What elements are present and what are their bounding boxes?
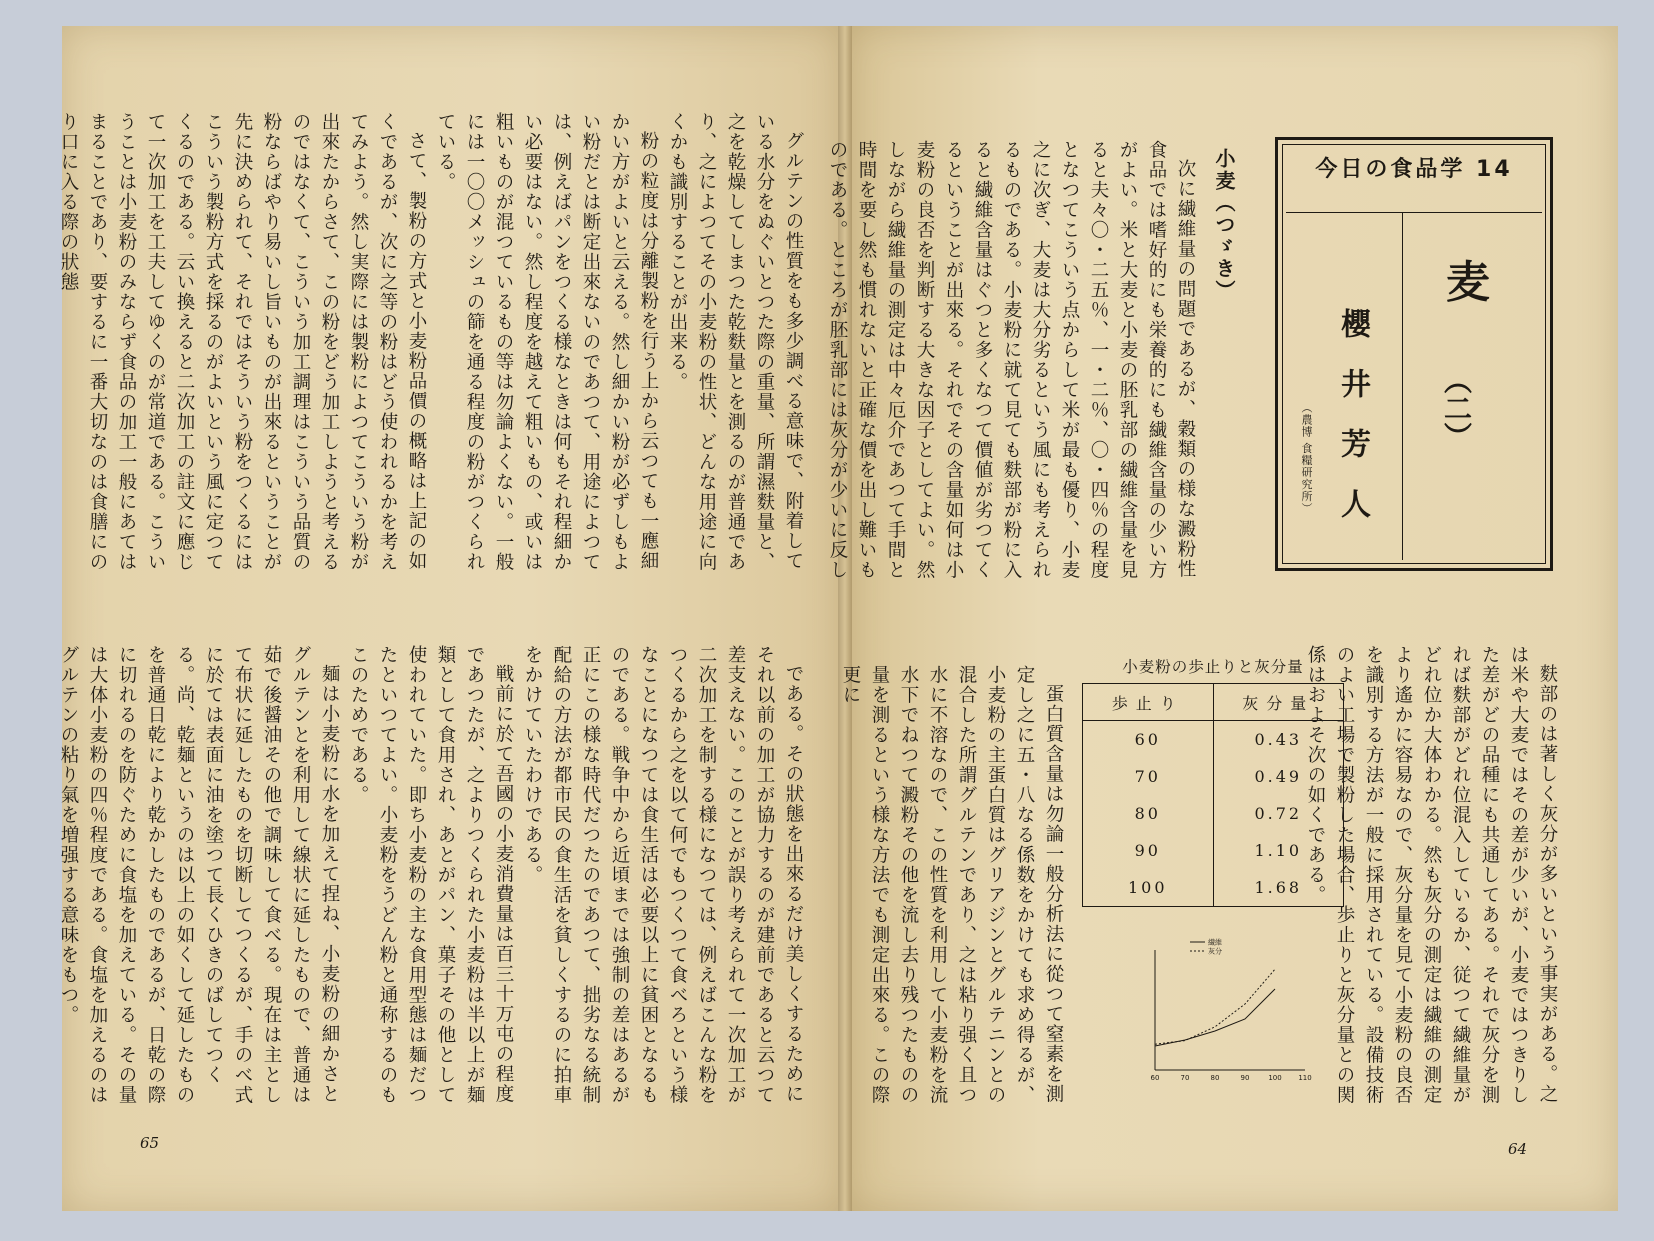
title-divider [1286, 212, 1542, 213]
page-number-right: 64 [1508, 1140, 1528, 1158]
x-tick-label: 70 [1180, 1074, 1190, 1082]
fiber-ash-chart [1140, 930, 1315, 1090]
x-tick-label: 100 [1268, 1074, 1282, 1082]
right-page-bottom-left-text [840, 665, 1068, 1115]
article-title-box [1275, 137, 1553, 571]
author-affiliation: （農博 食糧研究所） [1300, 402, 1313, 515]
author-name: 櫻井芳人 [1335, 308, 1370, 548]
legend-label: 繊維 [1208, 938, 1222, 947]
x-tick-label: 110 [1298, 1074, 1312, 1082]
table-cell: 0.72 [1254, 804, 1303, 823]
table-header-row [1083, 684, 1344, 721]
table-cell: 80 [1083, 795, 1214, 832]
column-header: 歩止り [1083, 684, 1214, 721]
series-title: 今日の食品学 14 [1315, 157, 1513, 182]
paragraph: 蛋白質含量は勿論一般分析法に從つて窒素を測定し之に五・八なる係数をかけても求め得るが、小麦粉の主蛋白質はグリアジンとグルテニンとの混合した所謂グルテンであり、之は粘り强く且つ水に不溶なので、この性質を利用して小麦粉を流水下でねつて澱粉その他を流し去り残つたものの量を測るという様な方法でも測定出來る。この際更に [840, 665, 1064, 1105]
title-divider [1402, 212, 1403, 560]
x-tick-label: 90 [1240, 1074, 1250, 1082]
paragraph: グルテンの性質をも多少調べる意味で、附着している水分をぬぐいとつた際の重量、所謂濕麩量と、之を乾燥してしまつた乾麩量とを測るのが普通であり、之によつてその小麦粉の性状、どんな用途に向くかも識別することが出来る。 [667, 112, 804, 572]
x-tick-label: 60 [1150, 1074, 1160, 1082]
table-cell: 100 [1083, 869, 1214, 907]
table-cell: 0.49 [1254, 767, 1303, 786]
table-cell: 90 [1083, 832, 1214, 869]
left-page-top-text [58, 112, 808, 587]
x-tick-label: 80 [1210, 1074, 1220, 1082]
table-cell: 1.68 [1254, 878, 1303, 897]
page-number-left: 65 [140, 1134, 160, 1152]
paragraph: 戦前に於て吾國の小麦消費量は百三十万屯の程度であつたが、之よりつくられた小麦粉は半以上が麺類として食用され、あとがパン、菓子その他として使われていた。即ち小麦粉の主な食用型態は麺だつたといつてよい。小麦粉をうどん粉と通称するのもこのためである。 [348, 645, 514, 1105]
table-cell: 0.43 [1254, 730, 1303, 749]
table-cell: 70 [1083, 758, 1214, 795]
article-title: 麦 [1446, 257, 1490, 308]
table-row [1083, 758, 1344, 795]
table-row [1083, 869, 1344, 907]
paragraph: さて、製粉の方式と小麦粉品價の概略は上記の如くであるが、次に之等の粉はどう使われるかを考えてみよう。然し実際には製粉によつてこういう粉が出來たからさて、この粉をどう加工しようと考えるのではなくて、こういう加工調理はこういう品質の粉ならばやり易いし旨いものが出來るということが先に決められて、それではそういう粉をつくるにはこういう製粉方式を採るのがよいという風に定つてくるのである。云い換えると二次加工の註文に應じて一次加工を工夫してゆくのが常道である。こういうことは小麦粉のみならず食品の加工一般にあてはまることであり、要するに一番大切なのは食膳にのり口に入る際の狀態 [58, 112, 427, 572]
yield-ash-table-block [1082, 655, 1344, 907]
table-cell: 1.10 [1254, 841, 1303, 860]
table-row [1083, 832, 1344, 869]
article-subtitle: （二） [1440, 366, 1473, 450]
section-heading: 小麦（つゞき） [1212, 148, 1236, 302]
right-page-top-text [827, 140, 1200, 588]
paragraph: 麺は小麦粉に水を加えて捏ね、小麦粉の細かさとグルテンとを利用して線状に延したもので、普通は茹で後醤油その他で調味して食べる。現在は主として布状に延したものを切断してつくるが、手のべ式に於ては表面に油を塗つて長くひきのばしてつくる。尚、乾麺というのは以上の如くして延したものを普通日乾により乾かしたものであるが、日乾の際に切れるのを防ぐために食塩を加えている。その量は大体小麦粉の四％程度である。食塩を加えるのはグルテンの粘り氣を増强する意味をもつ。 [58, 645, 340, 1105]
paragraph: 粉の粒度は分離製粉を行う上から云つても一應細かい方がよいと云える。然し細かい粉が必ずしもよい粉だとは断定出來ないのであつて、用途によつては、例えばパンをつくる様なときは何もそれ程細かい必要はない。然し程度を越えて粗いもの、或いは粗いものが混つているもの等は勿論よくない。一般には一〇〇メッシュの篩を通る程度の粉がつくられている。 [435, 112, 659, 572]
left-page-bottom-text [58, 645, 808, 1115]
table-row [1083, 795, 1344, 832]
table-cell: 60 [1083, 721, 1214, 759]
table-title: 小麦粉の歩止りと灰分量 [1122, 658, 1304, 676]
paragraph: である。その狀態を出來るだけ美しくするためにそれ以前の加工が協力するのが建前であると云つて差支えない。このことが誤り考えられて一次加工が二次加工を制する様になつては、例えばこんな粉をつくるから之を以て何でもつくつて食べろという様なことになつては食生活は必要以上に貧困となるものである。戦争中から近頃までは強制の差はあるが正にこの様な時代だつたのであつて、拙劣なる統制配給の方法が都市民の食生活を貧しくするのに拍車をかけていたわけである。 [522, 645, 804, 1105]
yield-ash-table [1082, 683, 1344, 907]
table-row [1083, 721, 1344, 759]
column-header: 灰分量 [1213, 684, 1344, 721]
paragraph: 麩部のは著しく灰分が多いという事実がある。之は米や大麦ではその差が少いが、小麦ではつきりした差がどの品種にも共通してある。それで灰分を測れば麩部がどれ位混入しているか、従つて繊維量がどれ位か大体わかる。然も灰分の測定は繊維の測定より遙かに容易なので、灰分量を見て小麦粉の良否を識別する方法が一般に採用されている。設備技術のよい工場で製粉した場合、歩止りと灰分量との関係はおよそ次の如くである。 [1305, 645, 1558, 1105]
paragraph: 次に繊維量の問題であるが、穀類の様な澱粉性食品では嗜好的にも栄養的にも繊維含量の少い方がよい。米と大麦と小麦の胚乳部の繊維含量を見ると夫々〇・二五％、一・二％、〇・四％の程度となつてこういう点からして米が最も優り、小麦之に次ぎ、大麦は大分劣るという風にも考えられるものである。小麦粉に就て見ても麩部が粉に入ると繊維含量はぐつと多くなつて價値が劣つてくるということが出來る。それでその含量如何は小麦粉の良否を判断する大きな因子としてよい。然しながら繊維量の測定は中々厄介であつて手間と時間を要し然も慣れないと正確な價を出し難いものである。ところが胚乳部には灰分が少いに反し [827, 140, 1196, 580]
legend-label: 灰分 [1208, 947, 1222, 956]
series-line-繊維 [1155, 989, 1275, 1046]
